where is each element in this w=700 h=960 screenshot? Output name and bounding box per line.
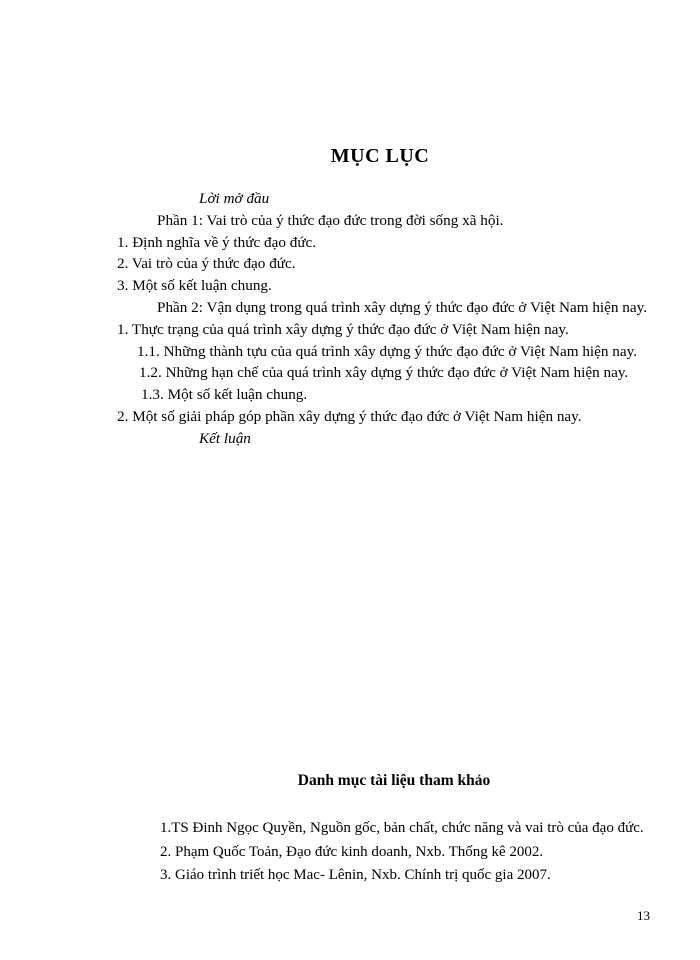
toc-item-conclusion: Kết luận — [199, 429, 251, 447]
toc-item-2-1: 1. Thực trạng của quá trình xây dựng ý thức đạo đức ở Việt Nam hiện nay. — [117, 320, 569, 338]
reference-item: 3. Giáo trình triết học Mac- Lênin, Nxb. Chính trị quốc gia 2007. — [160, 867, 551, 883]
toc-item-1-1: 1. Định nghĩa về ý thức đạo đức. — [117, 233, 317, 251]
page-title: MỤC LỤC — [330, 145, 430, 167]
reference-item: 2. Phạm Quốc Toản, Đạo đức kinh doanh, Nxb. Thống kê 2002. — [160, 843, 544, 860]
toc-item-2-1-1: 1.1. Những thành tựu của quá trình xây dựng ý thức đạo đức ở Việt Nam hiện nay. — [137, 342, 637, 360]
toc-item-part-1: Phần 1: Vai trò của ý thức đạo đức trong đời sống xã hội. — [157, 211, 504, 229]
toc-item-1-2: 2. Vai trò của ý thức đạo đức. — [117, 255, 296, 273]
toc-item-introduction: Lời mở đầu — [199, 190, 270, 207]
toc-item-part-2: Phần 2: Vận dụng trong quá trình xây dựng ý thức đạo đức ở Việt Nam hiện nay. — [157, 298, 648, 316]
references-title: Danh mục tài liệu tham khảo — [297, 772, 491, 789]
reference-item: 1.TS Đinh Ngọc Quyền, Nguồn gốc, bản chất, chức năng và vai trò của đạo đức. — [160, 820, 644, 836]
toc-item-2-2: 2. Một số giải pháp góp phần xây dựng ý thức đạo đức ở Việt Nam hiện nay. — [117, 407, 582, 425]
table-of-contents — [117, 188, 653, 450]
references-list — [160, 817, 660, 888]
page-number: 13 — [637, 908, 650, 923]
toc-item-2-1-3: 1.3. Một số kết luận chung. — [141, 386, 308, 404]
toc-item-1-3: 3. Một số kết luận chung. — [117, 277, 272, 295]
toc-item-2-1-2: 1.2. Những hạn chế của quá trình xây dựng ý thức đạo đức ở Việt Nam hiện nay. — [139, 364, 629, 382]
